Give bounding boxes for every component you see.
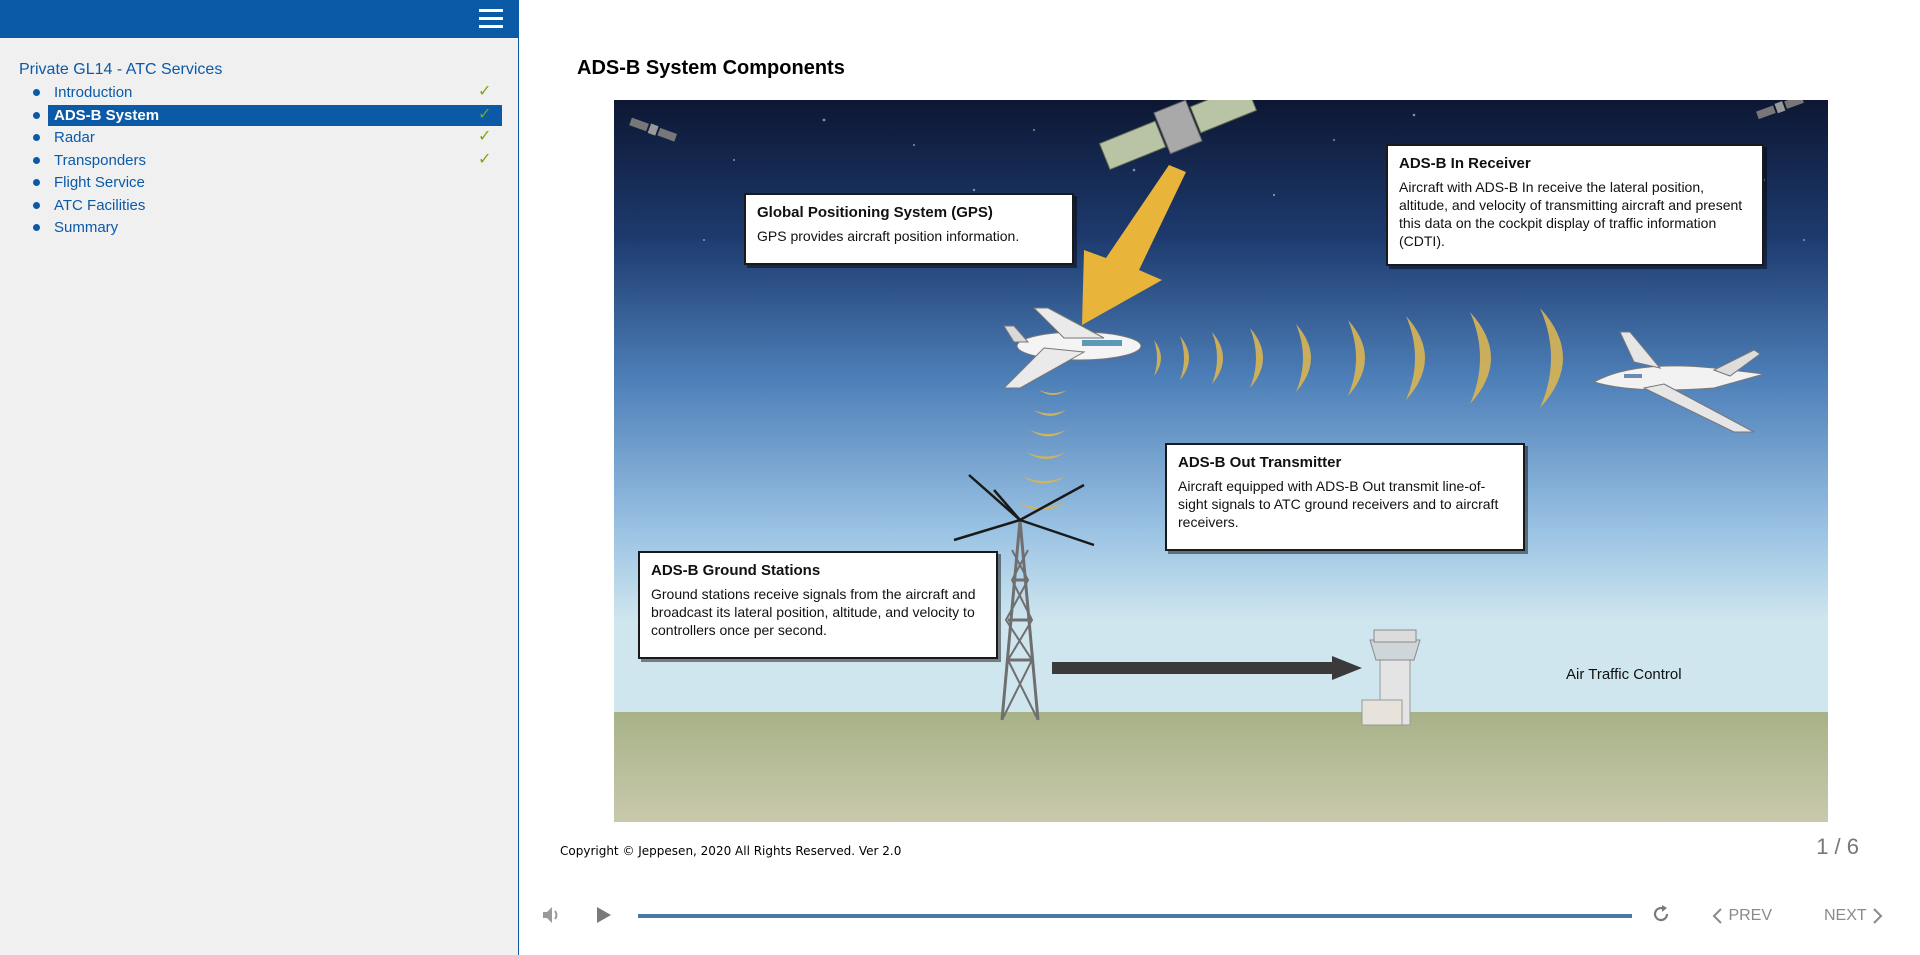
toc-item-label[interactable]: Summary: [54, 219, 119, 236]
volume-icon[interactable]: [540, 904, 562, 926]
atc-caption: Air Traffic Control: [1566, 666, 1682, 683]
toc-item-label[interactable]: ATC Facilities: [54, 196, 146, 214]
callout-title: ADS-B In Receiver: [1399, 155, 1531, 172]
next-button[interactable]: [1824, 905, 1885, 927]
completed-check-icon: ✓: [478, 105, 492, 123]
prev-label: PREV: [1728, 907, 1773, 924]
toc-item-label[interactable]: Introduction: [54, 84, 133, 101]
bullet-icon: [33, 202, 40, 209]
toc-item-label[interactable]: ADS-B System: [48, 105, 502, 126]
completed-check-icon: ✓: [478, 128, 492, 145]
toc-item-atc-facilities[interactable]: [0, 194, 519, 217]
bullet-icon: [33, 224, 40, 231]
toc-item-ads-b-system[interactable]: [0, 104, 519, 127]
toc-item-flight-service[interactable]: [0, 171, 519, 194]
bullet-icon: [33, 179, 40, 186]
toc-item-introduction[interactable]: [0, 81, 519, 104]
play-icon[interactable]: [594, 904, 614, 926]
callout-text: Aircraft equipped with ADS-B Out transmit line-of-sight signals to ATC ground receivers and to aircraft receivers.: [1178, 478, 1499, 530]
progress-fill: [638, 914, 1632, 918]
callout-title: ADS-B Ground Stations: [651, 562, 821, 579]
slide-title: ADS-B System Components: [577, 57, 845, 79]
chevron-left-icon: [1710, 906, 1724, 926]
callout-ground-stations: [638, 551, 998, 659]
toc-item-summary[interactable]: [0, 216, 519, 239]
callout-adsb-in: [1386, 144, 1764, 266]
player-controls: [520, 890, 1920, 940]
callout-text: Aircraft with ADS-B In receive the lateral position, altitude, and velocity of transmitting aircraft and present this data on the cockpit display of traffic information (CDTI).: [1399, 179, 1743, 249]
page-counter: 1 / 6: [1816, 834, 1859, 859]
callout-title: ADS-B Out Transmitter: [1178, 454, 1342, 471]
callout-gps: [744, 193, 1074, 265]
ground-background: [614, 712, 1828, 822]
toc-item-label[interactable]: Transponders: [54, 151, 146, 169]
copyright-notice: Copyright © Jeppesen, 2020 All Rights Reserved. Ver 2.0: [560, 844, 902, 858]
toc-item-radar[interactable]: [0, 126, 519, 149]
next-label: NEXT: [1824, 907, 1867, 924]
chevron-right-icon: [1871, 906, 1885, 926]
sidebar-header: [0, 0, 519, 38]
callout-adsb-out: [1165, 443, 1525, 551]
completed-check-icon: ✓: [478, 83, 492, 100]
callout-text: GPS provides aircraft position information.: [757, 228, 1020, 244]
progress-bar[interactable]: [638, 914, 1632, 918]
bullet-icon: [33, 134, 40, 141]
course-title: Private GL14 - ATC Services: [19, 61, 223, 78]
completed-check-icon: ✓: [478, 150, 492, 168]
bullet-icon: [33, 89, 40, 96]
hamburger-menu-icon[interactable]: [479, 9, 503, 29]
data-arrow-shaft: [1052, 662, 1334, 674]
ads-b-diagram: [614, 100, 1828, 822]
callout-title: Global Positioning System (GPS): [757, 204, 993, 221]
replay-icon[interactable]: [1650, 903, 1672, 925]
table-of-contents: [0, 81, 519, 239]
toc-item-transponders[interactable]: [0, 149, 519, 172]
toc-item-label[interactable]: Flight Service: [54, 174, 145, 191]
bullet-icon: [33, 112, 40, 119]
sidebar: [0, 0, 519, 955]
callout-text: Ground stations receive signals from the aircraft and broadcast its lateral position, altitude, and velocity to controllers once per second.: [651, 586, 976, 638]
prev-button[interactable]: [1710, 905, 1772, 927]
bullet-icon: [33, 157, 40, 164]
toc-item-label[interactable]: Radar: [54, 129, 95, 146]
